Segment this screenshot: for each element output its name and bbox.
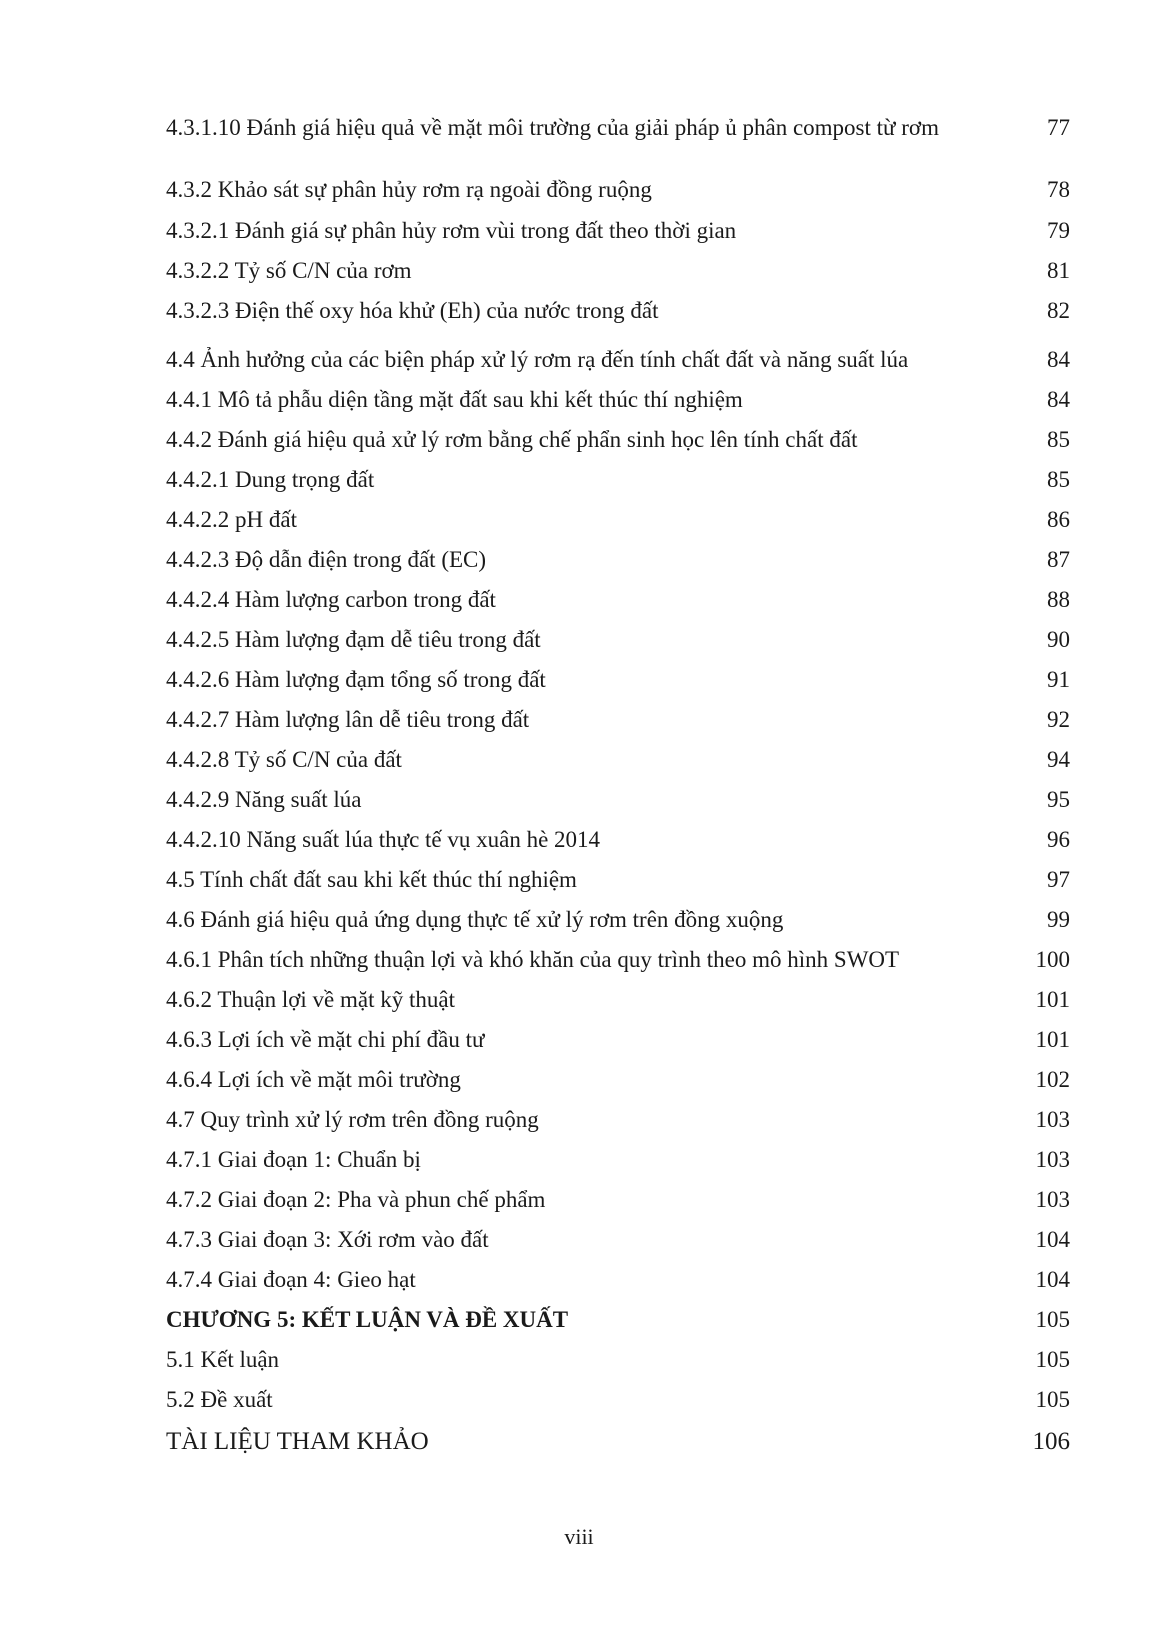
- toc-entry-page: 106: [1032, 1428, 1070, 1455]
- toc-entry-page: 103: [1035, 1187, 1070, 1212]
- toc-entry-page: 91: [1047, 667, 1070, 692]
- toc-entry-title: 4.4.2 Đánh giá hiệu quả xử lý rơm bằng chế phẩn sinh học lên tính chất đất: [166, 427, 858, 452]
- toc-entry-title: 4.7.4 Giai đoạn 4: Gieo hạt: [166, 1267, 416, 1292]
- toc-entry-page: 95: [1047, 787, 1070, 812]
- toc-entry: [166, 866, 1070, 906]
- toc-entry-title: 4.4.2.8 Tỷ số C/N của đất: [166, 747, 402, 772]
- toc-entry-page: 105: [1035, 1307, 1070, 1332]
- toc-entry-title: 4.4.2.6 Hàm lượng đạm tổng số trong đất: [166, 667, 546, 692]
- toc-entry: [166, 466, 1070, 506]
- toc-entry: [166, 1026, 1070, 1066]
- toc-entry-page: 99: [1047, 907, 1070, 932]
- toc-entry-title: 4.6.3 Lợi ích về mặt chi phí đầu tư: [166, 1027, 485, 1052]
- toc-entry-title: 4.4.2.1 Dung trọng đất: [166, 467, 375, 492]
- toc-entry-title: CHƯƠNG 5: KẾT LUẬN VÀ ĐỀ XUẤT: [166, 1307, 569, 1332]
- toc-entry: [166, 114, 1070, 174]
- toc-entry-page: 85: [1047, 427, 1070, 452]
- page-number: viii: [564, 1524, 594, 1549]
- toc-entry: [166, 986, 1070, 1026]
- toc-entry-page: 92: [1047, 707, 1070, 732]
- toc-entry-title: 4.6.4 Lợi ích về mặt môi trường: [166, 1067, 461, 1092]
- toc-entry-title: 4.3.2 Khảo sát sự phân hủy rơm rạ ngoài đồng ruộng: [166, 177, 652, 202]
- toc-entry-page: 100: [1035, 947, 1070, 972]
- toc-entry-page: 105: [1035, 1347, 1070, 1372]
- toc-entry-title: 4.6.2 Thuận lợi về mặt kỹ thuật: [166, 987, 455, 1012]
- toc-entry-page: 82: [1047, 298, 1070, 323]
- toc-entry-title: 5.1 Kết luận: [166, 1347, 280, 1372]
- toc-entry: [166, 346, 1070, 386]
- toc-entry-page: 85: [1047, 467, 1070, 492]
- toc-entry: [166, 1226, 1070, 1266]
- toc-entry: [166, 257, 1070, 297]
- toc-entry: [166, 626, 1070, 666]
- toc-entry: [166, 826, 1070, 866]
- toc-entry-title: 4.4.2.7 Hàm lượng lân dễ tiêu trong đất: [166, 707, 530, 732]
- toc-entry: [166, 1428, 1070, 1468]
- toc-entry: [166, 506, 1070, 546]
- toc-entry-title: 4.7.2 Giai đoạn 2: Pha và phun chế phẩm: [166, 1187, 546, 1212]
- toc-entry-title: 4.3.2.2 Tỷ số C/N của rơm: [166, 258, 412, 283]
- toc-entry: [166, 217, 1070, 257]
- toc-entry-title: 4.3.2.1 Đánh giá sự phân hủy rơm vùi trong đất theo thời gian: [166, 218, 737, 243]
- toc-entry-title: 4.6 Đánh giá hiệu quả ứng dụng thực tế xử lý rơm trên đồng xuộng: [166, 907, 784, 932]
- toc-entry-page: 78: [1047, 177, 1070, 202]
- toc-entry-title: 4.7.3 Giai đoạn 3: Xới rơm vào đất: [166, 1227, 489, 1252]
- toc-entry-title: 4.4.2.2 pH đất: [166, 507, 297, 532]
- toc-entry-page: 101: [1035, 987, 1070, 1012]
- toc-entry: [166, 586, 1070, 626]
- toc-entry-page: 94: [1047, 747, 1070, 772]
- toc-entry: [166, 906, 1070, 946]
- toc-chapter-entry: [166, 1306, 1070, 1346]
- toc-entry: [166, 176, 1070, 217]
- toc-entry-page: 97: [1047, 867, 1070, 892]
- toc-entry-page: 84: [1047, 387, 1070, 412]
- toc-entry: [166, 786, 1070, 826]
- toc-entry: [166, 706, 1070, 746]
- toc-entry-page: 104: [1035, 1267, 1070, 1292]
- table-of-contents: [166, 114, 1070, 1468]
- toc-entry-page: 103: [1035, 1107, 1070, 1132]
- toc-entry-title: 4.3.2.3 Điện thế oxy hóa khử (Eh) của nước trong đất: [166, 298, 659, 323]
- toc-entry: [166, 1346, 1070, 1386]
- toc-entry-page: 79: [1047, 218, 1070, 243]
- toc-entry-page: 86: [1047, 507, 1070, 532]
- toc-entry-title: 4.4 Ảnh hưởng của các biện pháp xử lý rơm rạ đến tính chất đất và năng suất lúa: [166, 347, 909, 372]
- toc-entry-title: 4.4.2.10 Năng suất lúa thực tế vụ xuân hè 2014: [166, 827, 601, 852]
- toc-entry-title: 4.4.2.5 Hàm lượng đạm dễ tiêu trong đất: [166, 627, 541, 652]
- toc-entry-page: 87: [1047, 547, 1070, 572]
- toc-entry-page: 102: [1035, 1067, 1070, 1092]
- toc-entry-title: 4.4.2.3 Độ dẫn điện trong đất (EC): [166, 547, 487, 572]
- toc-entry-title: 4.7 Quy trình xử lý rơm trên đồng ruộng: [166, 1107, 539, 1132]
- toc-entry: [166, 426, 1070, 466]
- toc-entry-title: 4.7.1 Giai đoạn 1: Chuẩn bị: [166, 1147, 421, 1172]
- toc-entry-title: 4.4.2.9 Năng suất lúa: [166, 787, 362, 812]
- toc-entry-page: 77: [1047, 115, 1070, 140]
- toc-entry-page: 104: [1035, 1227, 1070, 1252]
- toc-entry-page: 96: [1047, 827, 1070, 852]
- toc-entry: [166, 946, 1070, 986]
- toc-entry-title: 4.6.1 Phân tích những thuận lợi và khó khăn của quy trình theo mô hình SWOT: [166, 947, 900, 972]
- toc-entry: [166, 386, 1070, 426]
- toc-entry-title: 4.4.1 Mô tả phẫu diện tầng mặt đất sau khi kết thúc thí nghiệm: [166, 387, 743, 412]
- toc-entry: [166, 1066, 1070, 1106]
- toc-entry-page: 88: [1047, 587, 1070, 612]
- toc-entry: [166, 1386, 1070, 1428]
- toc-entry-title: 4.3.1.10 Đánh giá hiệu quả về mặt môi trường của giải pháp ủ phân compost từ rơm: [166, 115, 939, 140]
- toc-entry: [166, 297, 1070, 346]
- toc-entry-page: 90: [1047, 627, 1070, 652]
- toc-entry-title: 4.4.2.4 Hàm lượng carbon trong đất: [166, 587, 496, 612]
- toc-entry: [166, 1186, 1070, 1226]
- toc-entry-title: 4.5 Tính chất đất sau khi kết thúc thí nghiệm: [166, 867, 577, 892]
- toc-entry-page: 84: [1047, 347, 1070, 372]
- toc-entry-title: TÀI LIỆU THAM KHẢO: [166, 1428, 429, 1455]
- toc-entry: [166, 546, 1070, 586]
- toc-entry: [166, 1146, 1070, 1186]
- toc-entry: [166, 746, 1070, 786]
- toc-entry-title: 5.2 Đề xuất: [166, 1387, 273, 1412]
- toc-entry-page: 103: [1035, 1147, 1070, 1172]
- toc-entry: [166, 1106, 1070, 1146]
- toc-entry-page: 101: [1035, 1027, 1070, 1052]
- toc-entry: [166, 666, 1070, 706]
- toc-entry: [166, 1266, 1070, 1306]
- toc-entry-page: 81: [1047, 258, 1070, 283]
- toc-entry-page: 105: [1035, 1387, 1070, 1412]
